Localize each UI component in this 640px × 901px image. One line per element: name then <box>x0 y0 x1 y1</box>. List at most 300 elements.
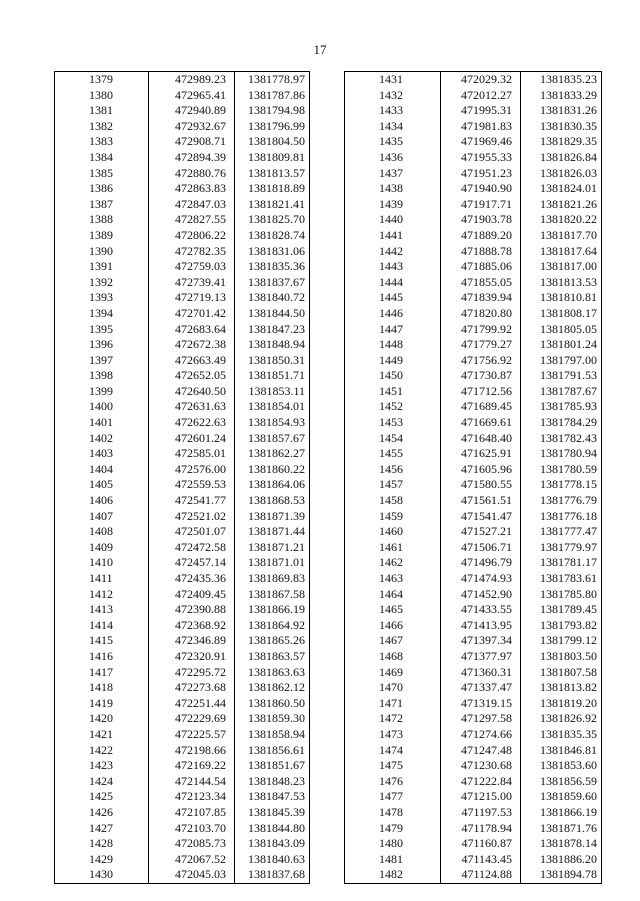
x-coordinate-cell: 471888.78 <box>441 244 521 260</box>
point-id-cell: 1412 <box>55 587 149 603</box>
point-id-cell: 1447 <box>345 322 441 338</box>
table-row <box>55 540 310 556</box>
point-id-cell: 1380 <box>55 88 149 104</box>
x-coordinate-cell: 471247.48 <box>441 743 521 759</box>
point-id-cell: 1411 <box>55 571 149 587</box>
table-row <box>55 212 310 228</box>
table-row <box>345 618 602 634</box>
x-coordinate-cell: 472390.88 <box>149 602 235 618</box>
table-row <box>345 415 602 431</box>
table-row <box>55 665 310 681</box>
point-id-cell: 1449 <box>345 353 441 369</box>
y-coordinate-cell: 1381780.59 <box>521 462 602 478</box>
point-id-cell: 1461 <box>345 540 441 556</box>
table-row <box>345 322 602 338</box>
x-coordinate-cell: 472198.66 <box>149 743 235 759</box>
table-row <box>345 88 602 104</box>
table-row <box>55 477 310 493</box>
x-coordinate-cell: 472012.27 <box>441 88 521 104</box>
x-coordinate-cell: 471452.90 <box>441 587 521 603</box>
y-coordinate-cell: 1381868.53 <box>235 493 310 509</box>
x-coordinate-cell: 472701.42 <box>149 306 235 322</box>
y-coordinate-cell: 1381826.03 <box>521 166 602 182</box>
table-row <box>55 353 310 369</box>
y-coordinate-cell: 1381835.35 <box>521 727 602 743</box>
y-coordinate-cell: 1381782.43 <box>521 431 602 447</box>
x-coordinate-cell: 472409.45 <box>149 587 235 603</box>
left-table-body <box>55 72 310 884</box>
table-row <box>345 696 602 712</box>
x-coordinate-cell: 472989.23 <box>149 72 235 88</box>
x-coordinate-cell: 472368.92 <box>149 618 235 634</box>
point-id-cell: 1393 <box>55 290 149 306</box>
x-coordinate-cell: 472541.77 <box>149 493 235 509</box>
y-coordinate-cell: 1381840.72 <box>235 290 310 306</box>
page-number: 17 <box>313 42 327 57</box>
x-coordinate-cell: 471903.78 <box>441 212 521 228</box>
y-coordinate-cell: 1381848.94 <box>235 337 310 353</box>
table-row <box>345 774 602 790</box>
point-id-cell: 1443 <box>345 259 441 275</box>
table-row <box>55 618 310 634</box>
y-coordinate-cell: 1381840.63 <box>235 852 310 868</box>
point-id-cell: 1440 <box>345 212 441 228</box>
table-row <box>55 337 310 353</box>
point-id-cell: 1450 <box>345 368 441 384</box>
table-row <box>345 555 602 571</box>
x-coordinate-cell: 471297.58 <box>441 711 521 727</box>
table-row <box>345 477 602 493</box>
point-id-cell: 1477 <box>345 789 441 805</box>
point-id-cell: 1481 <box>345 852 441 868</box>
x-coordinate-cell: 471969.46 <box>441 134 521 150</box>
x-coordinate-cell: 471337.47 <box>441 680 521 696</box>
y-coordinate-cell: 1381779.97 <box>521 540 602 556</box>
point-id-cell: 1474 <box>345 743 441 759</box>
y-coordinate-cell: 1381886.20 <box>521 852 602 868</box>
x-coordinate-cell: 471527.21 <box>441 524 521 540</box>
table-row <box>55 244 310 260</box>
x-coordinate-cell: 471215.00 <box>441 789 521 805</box>
point-id-cell: 1431 <box>345 72 441 88</box>
x-coordinate-cell: 472103.70 <box>149 821 235 837</box>
coordinates-table-right <box>344 71 602 884</box>
point-id-cell: 1421 <box>55 727 149 743</box>
y-coordinate-cell: 1381854.93 <box>235 415 310 431</box>
x-coordinate-cell: 472719.13 <box>149 290 235 306</box>
y-coordinate-cell: 1381854.01 <box>235 399 310 415</box>
table-row <box>345 134 602 150</box>
table-row <box>345 150 602 166</box>
x-coordinate-cell: 472144.54 <box>149 774 235 790</box>
y-coordinate-cell: 1381785.93 <box>521 399 602 415</box>
y-coordinate-cell: 1381784.29 <box>521 415 602 431</box>
table-row <box>55 446 310 462</box>
point-id-cell: 1475 <box>345 758 441 774</box>
point-id-cell: 1465 <box>345 602 441 618</box>
point-id-cell: 1464 <box>345 587 441 603</box>
y-coordinate-cell: 1381837.68 <box>235 867 310 883</box>
y-coordinate-cell: 1381821.26 <box>521 197 602 213</box>
y-coordinate-cell: 1381843.09 <box>235 836 310 852</box>
point-id-cell: 1433 <box>345 103 441 119</box>
y-coordinate-cell: 1381808.17 <box>521 306 602 322</box>
y-coordinate-cell: 1381817.64 <box>521 244 602 260</box>
y-coordinate-cell: 1381829.35 <box>521 134 602 150</box>
y-coordinate-cell: 1381828.74 <box>235 228 310 244</box>
y-coordinate-cell: 1381804.50 <box>235 134 310 150</box>
y-coordinate-cell: 1381860.50 <box>235 696 310 712</box>
point-id-cell: 1420 <box>55 711 149 727</box>
point-id-cell: 1441 <box>345 228 441 244</box>
point-id-cell: 1403 <box>55 446 149 462</box>
table-row <box>55 727 310 743</box>
point-id-cell: 1389 <box>55 228 149 244</box>
y-coordinate-cell: 1381791.53 <box>521 368 602 384</box>
point-id-cell: 1415 <box>55 633 149 649</box>
table-row <box>55 259 310 275</box>
x-coordinate-cell: 472521.02 <box>149 509 235 525</box>
point-id-cell: 1381 <box>55 103 149 119</box>
point-id-cell: 1383 <box>55 134 149 150</box>
coordinates-table-left <box>54 71 310 884</box>
x-coordinate-cell: 471799.92 <box>441 322 521 338</box>
y-coordinate-cell: 1381794.98 <box>235 103 310 119</box>
table-row <box>55 821 310 837</box>
y-coordinate-cell: 1381813.57 <box>235 166 310 182</box>
x-coordinate-cell: 472045.03 <box>149 867 235 883</box>
point-id-cell: 1444 <box>345 275 441 291</box>
table-row <box>55 415 310 431</box>
y-coordinate-cell: 1381813.53 <box>521 275 602 291</box>
x-coordinate-cell: 471730.87 <box>441 368 521 384</box>
point-id-cell: 1399 <box>55 384 149 400</box>
y-coordinate-cell: 1381820.22 <box>521 212 602 228</box>
table-row <box>55 696 310 712</box>
y-coordinate-cell: 1381789.45 <box>521 602 602 618</box>
x-coordinate-cell: 471580.55 <box>441 477 521 493</box>
point-id-cell: 1438 <box>345 181 441 197</box>
x-coordinate-cell: 472894.39 <box>149 150 235 166</box>
point-id-cell: 1401 <box>55 415 149 431</box>
x-coordinate-cell: 472457.14 <box>149 555 235 571</box>
table-row <box>55 275 310 291</box>
x-coordinate-cell: 471625.91 <box>441 446 521 462</box>
point-id-cell: 1391 <box>55 259 149 275</box>
table-row <box>55 399 310 415</box>
x-coordinate-cell: 472067.52 <box>149 852 235 868</box>
table-row <box>345 181 602 197</box>
table-row <box>55 711 310 727</box>
point-id-cell: 1432 <box>345 88 441 104</box>
table-row <box>55 867 310 883</box>
table-row <box>55 368 310 384</box>
y-coordinate-cell: 1381848.23 <box>235 774 310 790</box>
table-row <box>55 119 310 135</box>
table-row <box>345 821 602 837</box>
x-coordinate-cell: 471143.45 <box>441 852 521 868</box>
table-row <box>55 197 310 213</box>
x-coordinate-cell: 471756.92 <box>441 353 521 369</box>
x-coordinate-cell: 472640.50 <box>149 384 235 400</box>
point-id-cell: 1402 <box>55 431 149 447</box>
table-row <box>55 633 310 649</box>
y-coordinate-cell: 1381859.60 <box>521 789 602 805</box>
x-coordinate-cell: 471541.47 <box>441 509 521 525</box>
x-coordinate-cell: 472880.76 <box>149 166 235 182</box>
point-id-cell: 1396 <box>55 337 149 353</box>
table-row <box>55 431 310 447</box>
y-coordinate-cell: 1381856.59 <box>521 774 602 790</box>
table-row <box>345 743 602 759</box>
table-row <box>55 587 310 603</box>
x-coordinate-cell: 471940.90 <box>441 181 521 197</box>
y-coordinate-cell: 1381787.86 <box>235 88 310 104</box>
y-coordinate-cell: 1381805.05 <box>521 322 602 338</box>
table-row <box>345 711 602 727</box>
table-row <box>345 290 602 306</box>
y-coordinate-cell: 1381850.31 <box>235 353 310 369</box>
point-id-cell: 1392 <box>55 275 149 291</box>
y-coordinate-cell: 1381845.39 <box>235 805 310 821</box>
table-row <box>55 758 310 774</box>
point-id-cell: 1439 <box>345 197 441 213</box>
x-coordinate-cell: 472501.07 <box>149 524 235 540</box>
table-row <box>55 103 310 119</box>
table-row <box>55 462 310 478</box>
table-row <box>345 602 602 618</box>
x-coordinate-cell: 471951.23 <box>441 166 521 182</box>
table-row <box>55 181 310 197</box>
table-row <box>345 493 602 509</box>
point-id-cell: 1455 <box>345 446 441 462</box>
point-id-cell: 1416 <box>55 649 149 665</box>
y-coordinate-cell: 1381871.76 <box>521 821 602 837</box>
x-coordinate-cell: 472672.38 <box>149 337 235 353</box>
x-coordinate-cell: 471222.84 <box>441 774 521 790</box>
point-id-cell: 1407 <box>55 509 149 525</box>
point-id-cell: 1398 <box>55 368 149 384</box>
table-row <box>345 306 602 322</box>
point-id-cell: 1437 <box>345 166 441 182</box>
y-coordinate-cell: 1381869.83 <box>235 571 310 587</box>
table-row <box>55 743 310 759</box>
table-row <box>55 774 310 790</box>
y-coordinate-cell: 1381894.78 <box>521 867 602 883</box>
table-row <box>345 72 602 88</box>
point-id-cell: 1468 <box>345 649 441 665</box>
y-coordinate-cell: 1381799.12 <box>521 633 602 649</box>
y-coordinate-cell: 1381776.18 <box>521 509 602 525</box>
y-coordinate-cell: 1381851.67 <box>235 758 310 774</box>
y-coordinate-cell: 1381830.35 <box>521 119 602 135</box>
point-id-cell: 1388 <box>55 212 149 228</box>
x-coordinate-cell: 472965.41 <box>149 88 235 104</box>
x-coordinate-cell: 471689.45 <box>441 399 521 415</box>
table-row <box>345 431 602 447</box>
table-row <box>345 166 602 182</box>
point-id-cell: 1445 <box>345 290 441 306</box>
x-coordinate-cell: 472346.89 <box>149 633 235 649</box>
table-row <box>345 446 602 462</box>
point-id-cell: 1427 <box>55 821 149 837</box>
y-coordinate-cell: 1381813.82 <box>521 680 602 696</box>
point-id-cell: 1479 <box>345 821 441 837</box>
x-coordinate-cell: 472320.91 <box>149 649 235 665</box>
point-id-cell: 1406 <box>55 493 149 509</box>
table-row <box>55 322 310 338</box>
point-id-cell: 1423 <box>55 758 149 774</box>
point-id-cell: 1417 <box>55 665 149 681</box>
x-coordinate-cell: 472827.55 <box>149 212 235 228</box>
point-id-cell: 1482 <box>345 867 441 883</box>
x-coordinate-cell: 471506.71 <box>441 540 521 556</box>
y-coordinate-cell: 1381801.24 <box>521 337 602 353</box>
y-coordinate-cell: 1381824.01 <box>521 181 602 197</box>
table-row <box>345 633 602 649</box>
y-coordinate-cell: 1381810.81 <box>521 290 602 306</box>
x-coordinate-cell: 471712.56 <box>441 384 521 400</box>
point-id-cell: 1462 <box>345 555 441 571</box>
point-id-cell: 1456 <box>345 462 441 478</box>
table-row <box>345 368 602 384</box>
x-coordinate-cell: 472932.67 <box>149 119 235 135</box>
x-coordinate-cell: 472251.44 <box>149 696 235 712</box>
y-coordinate-cell: 1381821.41 <box>235 197 310 213</box>
y-coordinate-cell: 1381809.81 <box>235 150 310 166</box>
x-coordinate-cell: 472683.64 <box>149 322 235 338</box>
point-id-cell: 1414 <box>55 618 149 634</box>
point-id-cell: 1424 <box>55 774 149 790</box>
y-coordinate-cell: 1381787.67 <box>521 384 602 400</box>
point-id-cell: 1457 <box>345 477 441 493</box>
table-row <box>55 649 310 665</box>
x-coordinate-cell: 471820.80 <box>441 306 521 322</box>
y-coordinate-cell: 1381860.22 <box>235 462 310 478</box>
point-id-cell: 1430 <box>55 867 149 883</box>
table-row <box>55 509 310 525</box>
x-coordinate-cell: 471397.34 <box>441 633 521 649</box>
x-coordinate-cell: 471917.71 <box>441 197 521 213</box>
point-id-cell: 1409 <box>55 540 149 556</box>
point-id-cell: 1471 <box>345 696 441 712</box>
y-coordinate-cell: 1381835.36 <box>235 259 310 275</box>
x-coordinate-cell: 472652.05 <box>149 368 235 384</box>
point-id-cell: 1452 <box>345 399 441 415</box>
y-coordinate-cell: 1381803.50 <box>521 649 602 665</box>
y-coordinate-cell: 1381844.50 <box>235 306 310 322</box>
y-coordinate-cell: 1381847.53 <box>235 789 310 805</box>
x-coordinate-cell: 472908.71 <box>149 134 235 150</box>
y-coordinate-cell: 1381863.63 <box>235 665 310 681</box>
y-coordinate-cell: 1381796.99 <box>235 119 310 135</box>
table-row <box>55 602 310 618</box>
y-coordinate-cell: 1381864.06 <box>235 477 310 493</box>
x-coordinate-cell: 471885.06 <box>441 259 521 275</box>
x-coordinate-cell: 472225.57 <box>149 727 235 743</box>
x-coordinate-cell: 472940.89 <box>149 103 235 119</box>
y-coordinate-cell: 1381785.80 <box>521 587 602 603</box>
x-coordinate-cell: 472559.53 <box>149 477 235 493</box>
x-coordinate-cell: 472622.63 <box>149 415 235 431</box>
table-row <box>55 290 310 306</box>
point-id-cell: 1385 <box>55 166 149 182</box>
x-coordinate-cell: 471981.83 <box>441 119 521 135</box>
point-id-cell: 1435 <box>345 134 441 150</box>
point-id-cell: 1390 <box>55 244 149 260</box>
x-coordinate-cell: 471360.31 <box>441 665 521 681</box>
point-id-cell: 1429 <box>55 852 149 868</box>
table-row <box>345 353 602 369</box>
table-row <box>345 789 602 805</box>
x-coordinate-cell: 471839.94 <box>441 290 521 306</box>
x-coordinate-cell: 471995.31 <box>441 103 521 119</box>
point-id-cell: 1425 <box>55 789 149 805</box>
x-coordinate-cell: 472759.03 <box>149 259 235 275</box>
point-id-cell: 1384 <box>55 150 149 166</box>
y-coordinate-cell: 1381853.60 <box>521 758 602 774</box>
y-coordinate-cell: 1381837.67 <box>235 275 310 291</box>
table-row <box>345 680 602 696</box>
y-coordinate-cell: 1381871.01 <box>235 555 310 571</box>
table-row <box>55 680 310 696</box>
y-coordinate-cell: 1381777.47 <box>521 524 602 540</box>
y-coordinate-cell: 1381835.23 <box>521 72 602 88</box>
x-coordinate-cell: 472273.68 <box>149 680 235 696</box>
x-coordinate-cell: 472663.49 <box>149 353 235 369</box>
x-coordinate-cell: 471377.97 <box>441 649 521 665</box>
x-coordinate-cell: 472601.24 <box>149 431 235 447</box>
y-coordinate-cell: 1381866.19 <box>521 805 602 821</box>
point-id-cell: 1480 <box>345 836 441 852</box>
table-row <box>345 212 602 228</box>
y-coordinate-cell: 1381826.84 <box>521 150 602 166</box>
y-coordinate-cell: 1381862.27 <box>235 446 310 462</box>
x-coordinate-cell: 472806.22 <box>149 228 235 244</box>
point-id-cell: 1469 <box>345 665 441 681</box>
x-coordinate-cell: 472085.73 <box>149 836 235 852</box>
table-row <box>55 150 310 166</box>
point-id-cell: 1387 <box>55 197 149 213</box>
point-id-cell: 1413 <box>55 602 149 618</box>
y-coordinate-cell: 1381797.00 <box>521 353 602 369</box>
table-row <box>55 852 310 868</box>
point-id-cell: 1446 <box>345 306 441 322</box>
table-row <box>345 384 602 400</box>
point-id-cell: 1478 <box>345 805 441 821</box>
point-id-cell: 1386 <box>55 181 149 197</box>
table-row <box>55 555 310 571</box>
x-coordinate-cell: 471561.51 <box>441 493 521 509</box>
x-coordinate-cell: 472107.85 <box>149 805 235 821</box>
table-row <box>345 399 602 415</box>
point-id-cell: 1418 <box>55 680 149 696</box>
x-coordinate-cell: 471433.55 <box>441 602 521 618</box>
point-id-cell: 1394 <box>55 306 149 322</box>
x-coordinate-cell: 471319.15 <box>441 696 521 712</box>
x-coordinate-cell: 472585.01 <box>149 446 235 462</box>
point-id-cell: 1410 <box>55 555 149 571</box>
x-coordinate-cell: 471496.79 <box>441 555 521 571</box>
point-id-cell: 1451 <box>345 384 441 400</box>
y-coordinate-cell: 1381817.70 <box>521 228 602 244</box>
x-coordinate-cell: 472576.00 <box>149 462 235 478</box>
y-coordinate-cell: 1381778.15 <box>521 477 602 493</box>
x-coordinate-cell: 472739.41 <box>149 275 235 291</box>
y-coordinate-cell: 1381871.44 <box>235 524 310 540</box>
x-coordinate-cell: 472229.69 <box>149 711 235 727</box>
y-coordinate-cell: 1381878.14 <box>521 836 602 852</box>
